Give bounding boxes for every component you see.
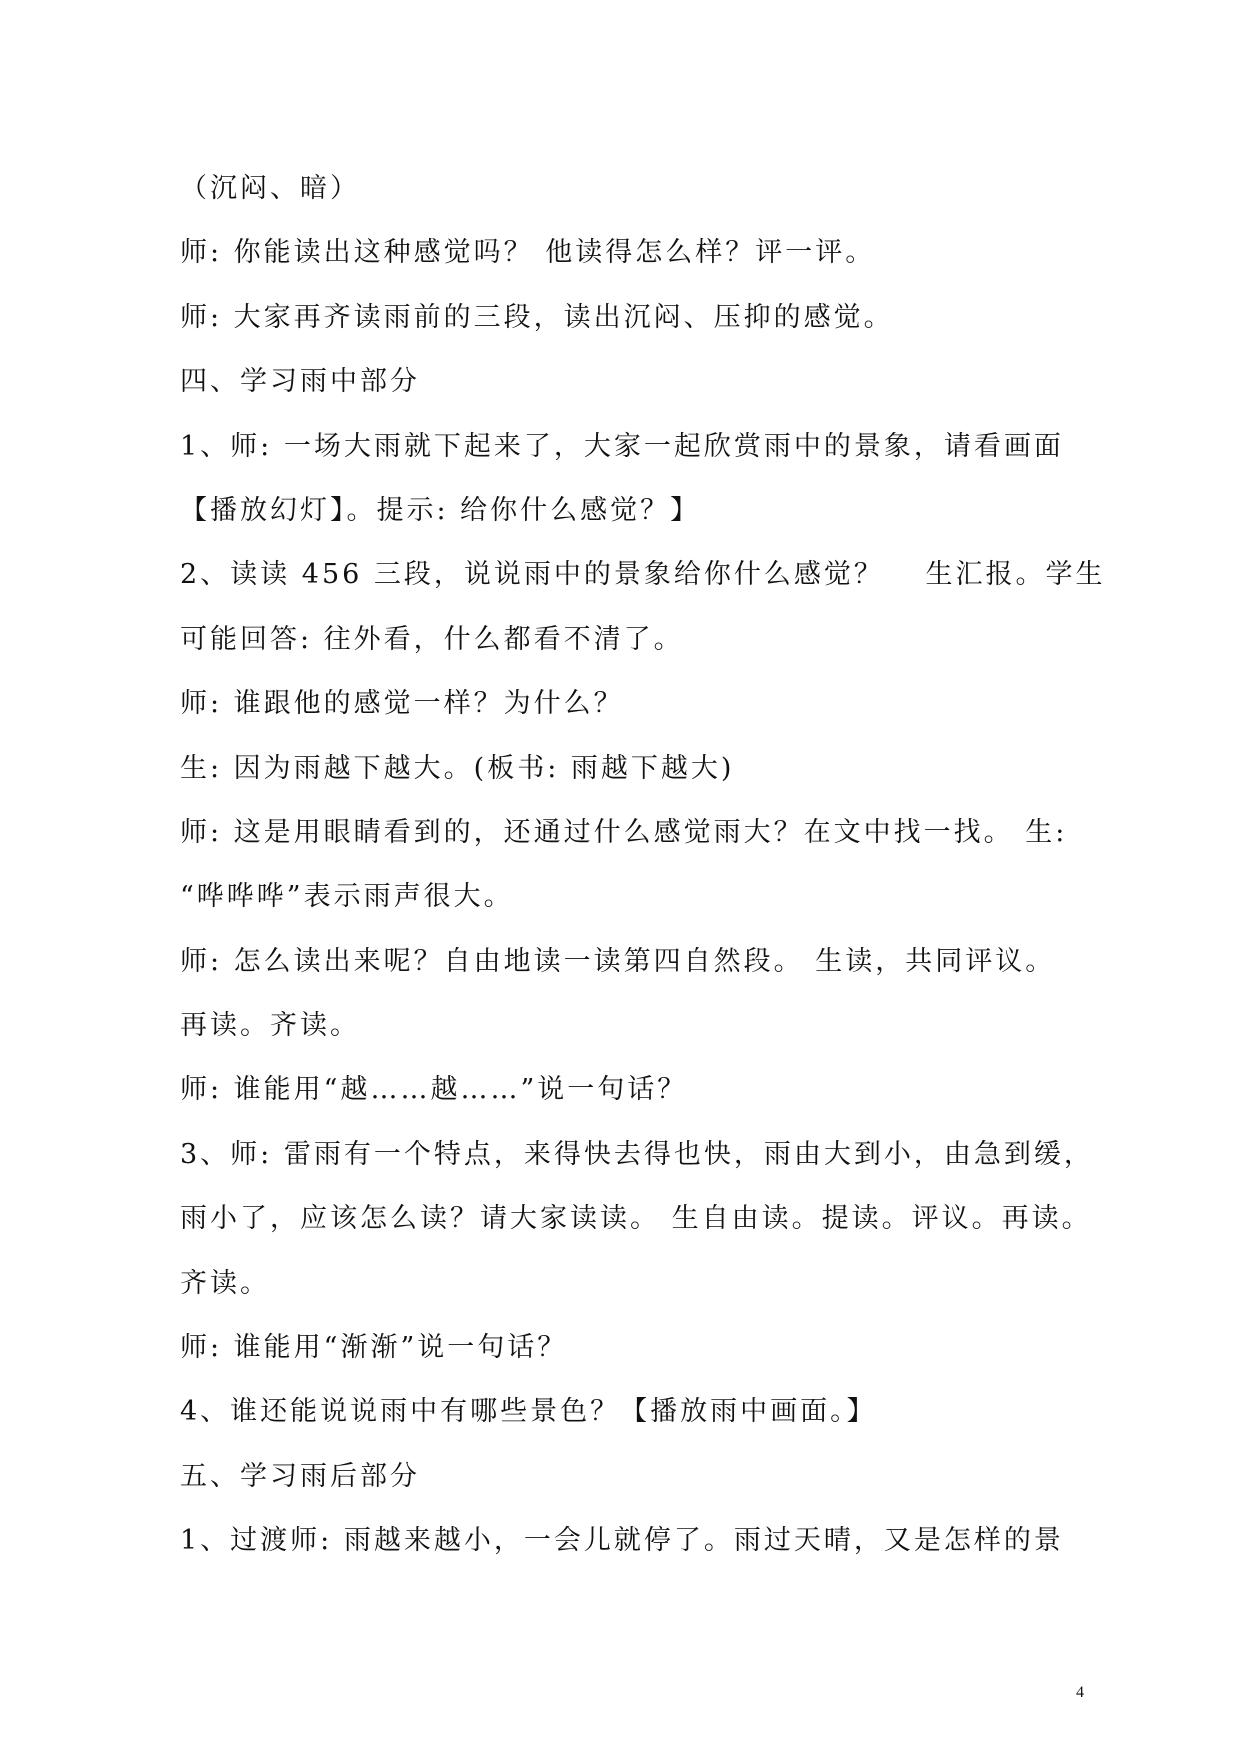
text-line: （沉闷、暗） <box>180 173 360 204</box>
text-line: 1、过渡师: 雨越来越小，一会儿就停了。雨过天晴，又是怎样的景 <box>180 1525 1064 1557</box>
text-line: 3、师: 雷雨有一个特点，来得快去得也快，雨由大到小，由急到缓， <box>180 1138 1094 1170</box>
text-line: 师: 谁能用“渐渐”说一句话？ <box>180 1332 568 1364</box>
text-line: 齐读。 <box>180 1267 270 1299</box>
page-body <box>180 157 1106 1574</box>
text-line: 可能回答: 往外看，什么都看不清了。 <box>180 623 684 655</box>
text-line: 生: 因为雨越下越大。(板书: 雨越下越大) <box>180 752 735 784</box>
text-line: 【播放幻灯】。提示: 给你什么感觉？】 <box>180 494 701 526</box>
text-line: 师: 这是用眼睛看到的，还通过什么感觉雨大？在文中找一找。 生: <box>180 816 1068 848</box>
text-line: 师: 你能读出这种感觉吗？ 他读得怎么样？评一评。 <box>180 237 876 269</box>
text-line: 再读。齐读。 <box>180 1010 360 1042</box>
text-line: 1、师: 一场大雨就下起来了，大家一起欣赏雨中的景象，请看画面 <box>180 430 1064 462</box>
section-heading: 四、学习雨中部分 <box>180 366 420 398</box>
text-line: “哗哗哗”表示雨声很大。 <box>180 881 514 913</box>
text-line: 2、读读 456 三段，说说雨中的景象给你什么感觉？ 生汇报。学生 <box>180 559 1106 591</box>
text-line: 师: 怎么读出来呢？自由地读一读第四自然段。 生读，共同评议。 <box>180 945 1056 977</box>
section-heading: 五、学习雨后部分 <box>180 1460 420 1492</box>
text-line: 雨小了，应该怎么读？请大家读读。 生自由读。提读。评议。再读。 <box>180 1203 1092 1235</box>
text-line: 师: 谁能用“越……越……”说一句话？ <box>180 1074 688 1106</box>
page-number: 4 <box>1076 1684 1084 1701</box>
text-line: 4、谁还能说说雨中有哪些景色？【播放雨中画面。】 <box>180 1396 877 1428</box>
text-line: 师: 大家再齐读雨前的三段，读出沉闷、压抑的感觉。 <box>180 301 894 333</box>
text-line: 师: 谁跟他的感觉一样？为什么？ <box>180 688 624 720</box>
